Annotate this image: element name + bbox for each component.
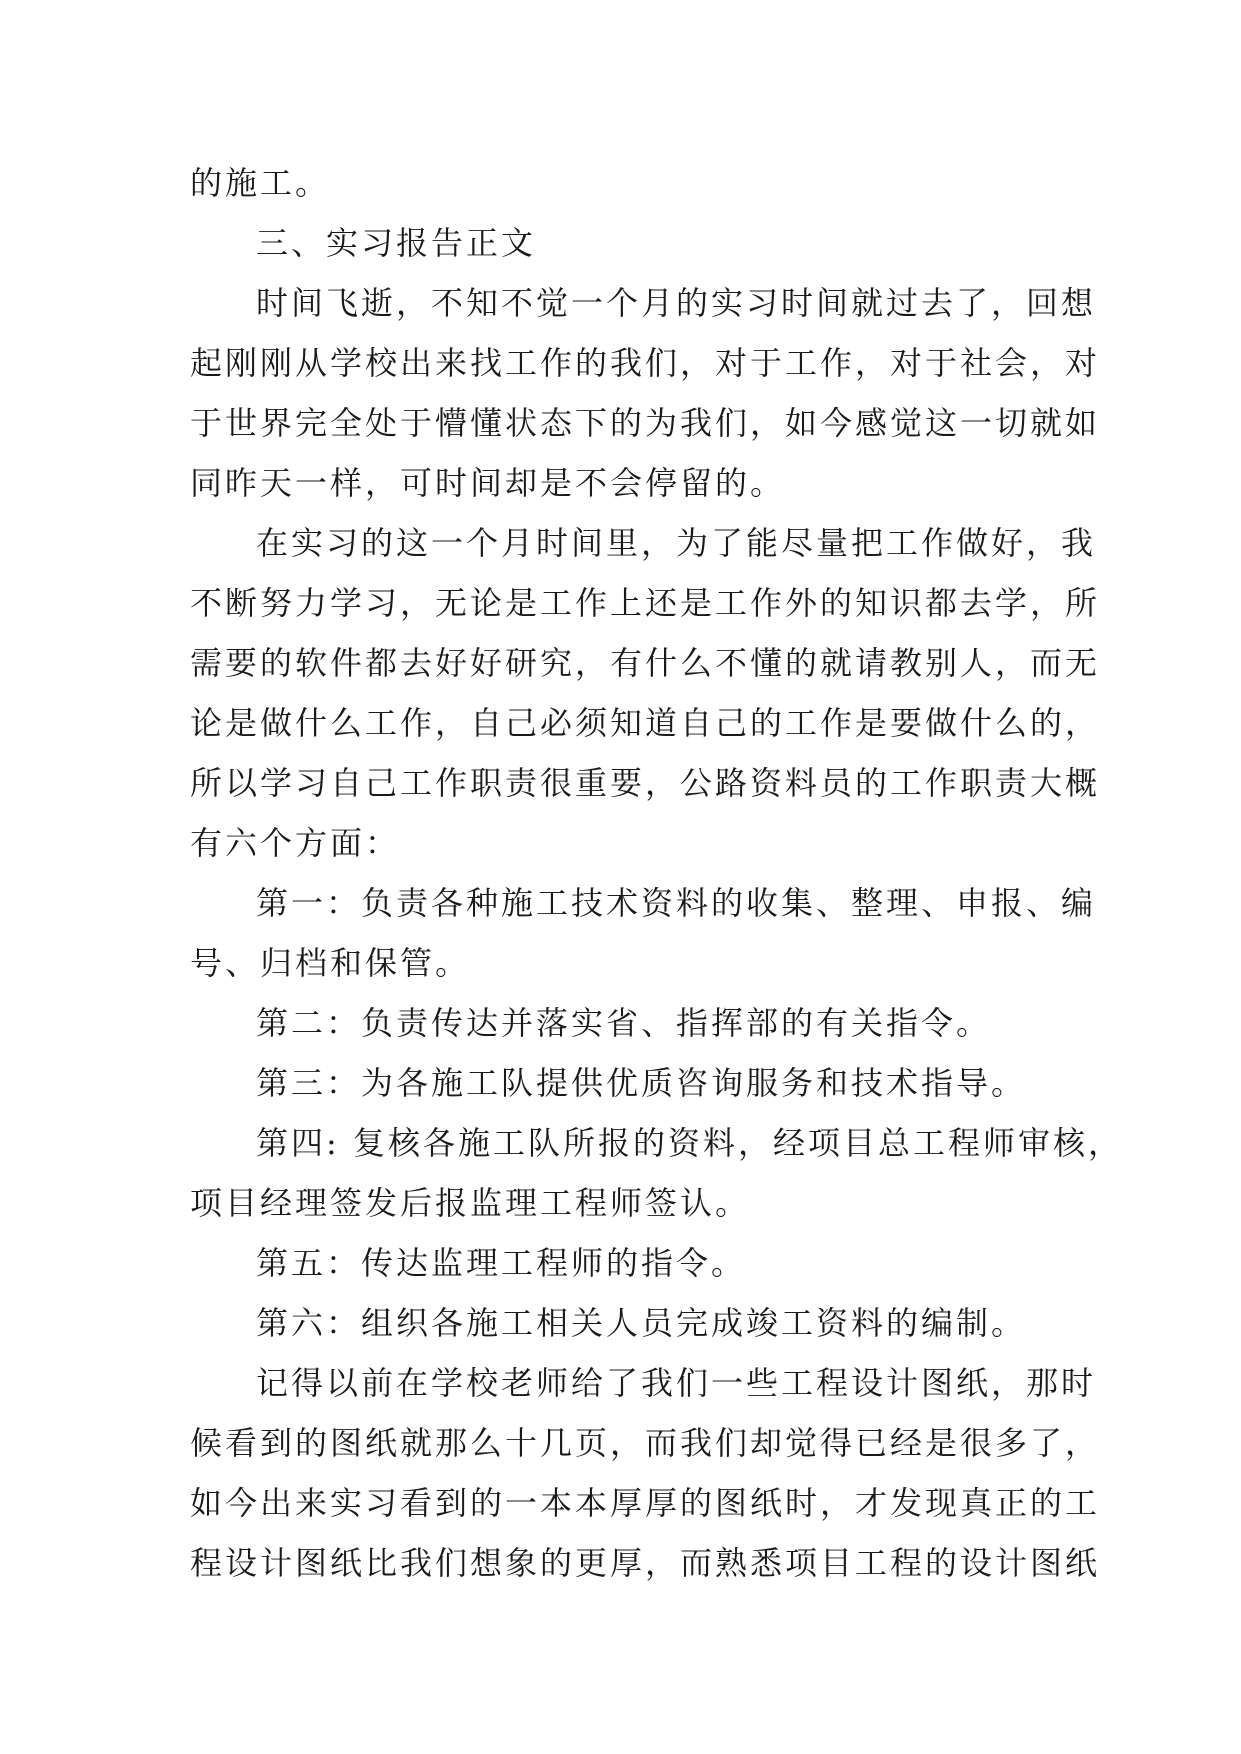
list-item: 第二：负责传达并落实省、指挥部的有关指令。 [256,1004,992,1042]
list-item: 第一：负责各种施工技术资料的收集、整理、申报、编 [256,884,1097,922]
text-line: 候看到的图纸就那么十几页，而我们却觉得已经是很多了， [190,1424,1101,1462]
list-item: 第三：为各施工队提供优质咨询服务和技术指导。 [256,1064,1027,1102]
text-line: 号、归档和保管。 [190,944,471,982]
text-line: 记得以前在学校老师给了我们一些工程设计图纸，那时 [256,1364,1097,1402]
list-item: 第六：组织各施工相关人员完成竣工资料的编制。 [256,1304,1027,1342]
text-line: 项目经理签发后报监理工程师签认。 [190,1184,751,1222]
list-item: 第五：传达监理工程师的指令。 [256,1244,747,1282]
text-line: 的施工。 [190,164,331,202]
text-line: 在实习的这一个月时间里，为了能尽量把工作做好，我 [256,524,1097,562]
text-line: 同昨天一样，可时间却是不会停留的。 [190,464,786,502]
text-line: 需要的软件都去好好研究，有什么不懂的就请教别人，而无 [190,644,1101,682]
section-heading: 三、实习报告正文 [256,224,537,262]
text-line: 论是做什么工作，自己必须知道自己的工作是要做什么的， [190,704,1101,742]
text-line: 于世界完全处于懵懂状态下的为我们，如今感觉这一切就如 [190,404,1101,442]
text-line: 有六个方面： [190,824,401,862]
text-line: 起刚刚从学校出来找工作的我们，对于工作，对于社会，对 [190,344,1101,382]
text-line: 时间飞逝，不知不觉一个月的实习时间就过去了，回想 [256,284,1097,322]
text-line: 如今出来实习看到的一本本厚厚的图纸时，才发现真正的工 [190,1484,1101,1522]
text-line: 所以学习自己工作职责很重要，公路资料员的工作职责大概 [190,764,1101,802]
text-line: 程设计图纸比我们想象的更厚，而熟悉项目工程的设计图纸 [190,1544,1101,1582]
text-line: 不断努力学习，无论是工作上还是工作外的知识都去学，所 [190,584,1101,622]
list-item: 第四: 复核各施工队所报的资料，经项目总工程师审核， [256,1124,1123,1162]
